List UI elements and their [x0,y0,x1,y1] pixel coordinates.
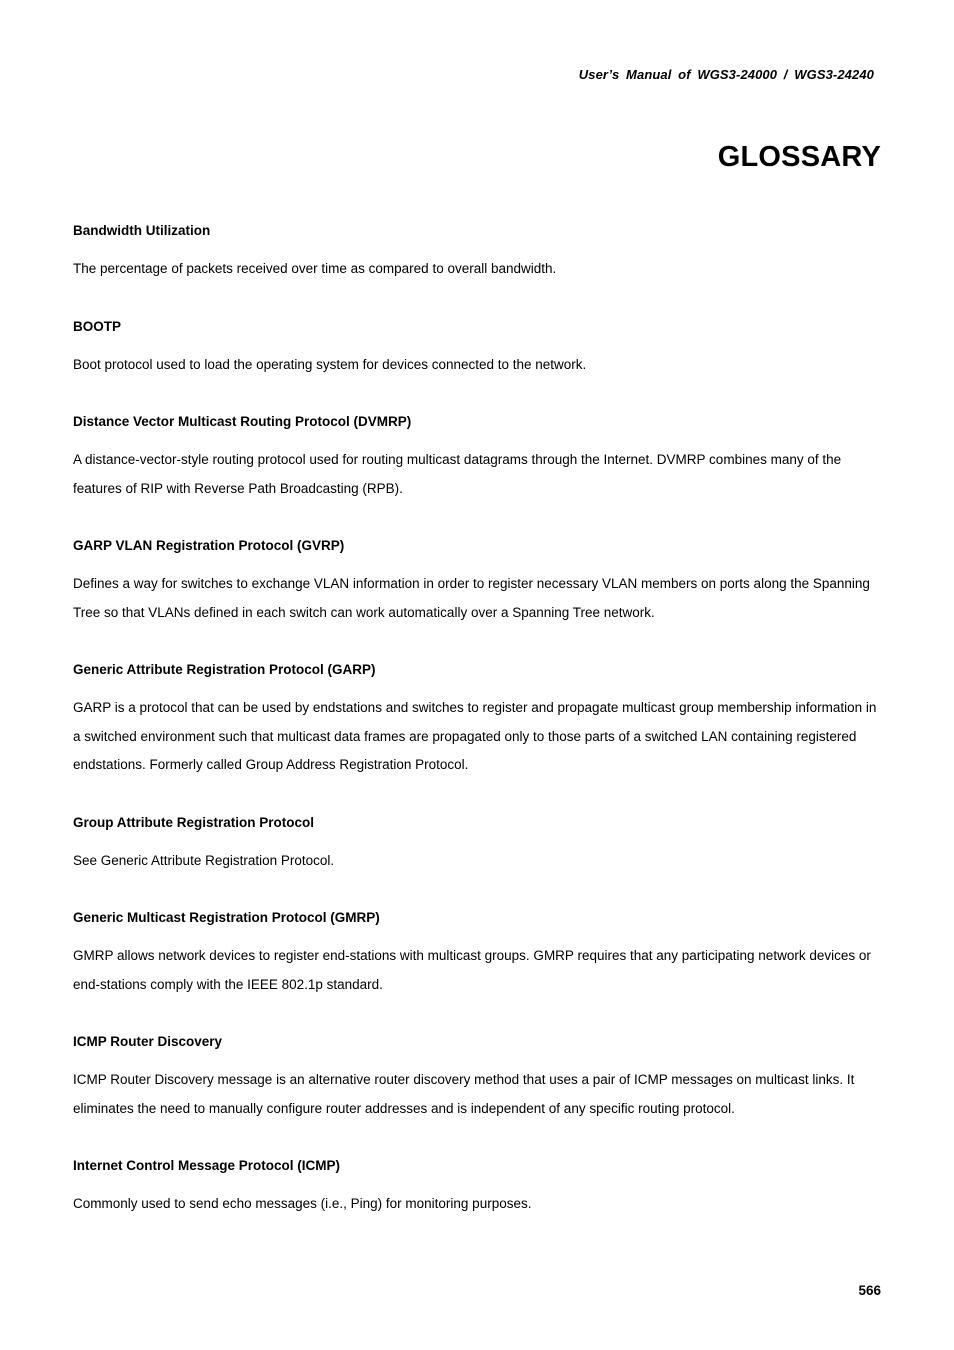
glossary-entry-bandwidth-utilization [73,222,883,284]
glossary-term: ICMP Router Discovery [73,1034,223,1049]
glossary-entry-gvrp [73,537,883,627]
glossary-definition: Boot protocol used to load the operating system for devices connected to the network. [73,356,587,372]
glossary-entry-dvmrp [73,413,883,503]
glossary-term: GARP VLAN Registration Protocol (GVRP) [73,538,345,553]
glossary-term: BOOTP [73,318,122,334]
glossary-definition: Commonly used to send echo messages (i.e., Ping) for monitoring purposes. [73,1196,532,1211]
glossary-term: Bandwidth Utilization [73,223,211,238]
glossary-definition: GARP is a protocol that can be used by endstations and switches to register and propagate multicast group membership information in a switched environment such that multicast data frames are propagated only to those parts of a switched LAN containing registered endstations. Formerly called Group Address Registration Protocol. [73,700,877,772]
glossary-term: Generic Attribute Registration Protocol (GARP) [73,662,376,677]
glossary-definition: ICMP Router Discovery message is an alternative router discovery method that uses a pair of ICMP messages on multicast links. It eliminates the need to manually configure router addresses and is independent of any specific routing protocol. [73,1072,855,1116]
running-header: User’s Manual of WGS3-24000 / WGS3-24240 [578,67,874,82]
glossary-definition: GMRP allows network devices to register end-stations with multicast groups. GMRP requires that any participating network devices or end-stations comply with the IEEE 802.1p standard. [73,948,871,992]
page-number: 566 [858,1283,881,1298]
glossary-definition: See Generic Attribute Registration Protocol. [73,852,335,868]
glossary-entry-group-attribute-registration [73,814,883,876]
glossary-definition: The percentage of packets received over time as compared to overall bandwidth. [73,261,557,276]
glossary-entry-icmp-router-discovery [73,1033,883,1123]
glossary-entry-garp [73,661,883,780]
glossary-entry-icmp [73,1157,883,1219]
glossary-definition: Defines a way for switches to exchange VLAN information in order to register necessary VLAN members on ports along the Spanning Tree so that VLANs defined in each switch can work automatically over a Spanning Tree network. [73,576,870,620]
glossary-entry-gmrp [73,909,883,999]
glossary-term: Distance Vector Multicast Routing Protocol (DVMRP) [73,414,412,429]
glossary-term: Group Attribute Registration Protocol [73,814,314,830]
glossary-list [73,222,883,1253]
glossary-entry-bootp [73,318,883,380]
glossary-term: Generic Multicast Registration Protocol (GMRP) [73,910,380,925]
page-title: GLOSSARY [717,141,881,173]
glossary-definition: A distance-vector-style routing protocol used for routing multicast datagrams through the Internet. DVMRP combines many of the features of RIP with Reverse Path Broadcasting (RPB). [73,452,842,496]
glossary-term: Internet Control Message Protocol (ICMP) [73,1158,341,1173]
